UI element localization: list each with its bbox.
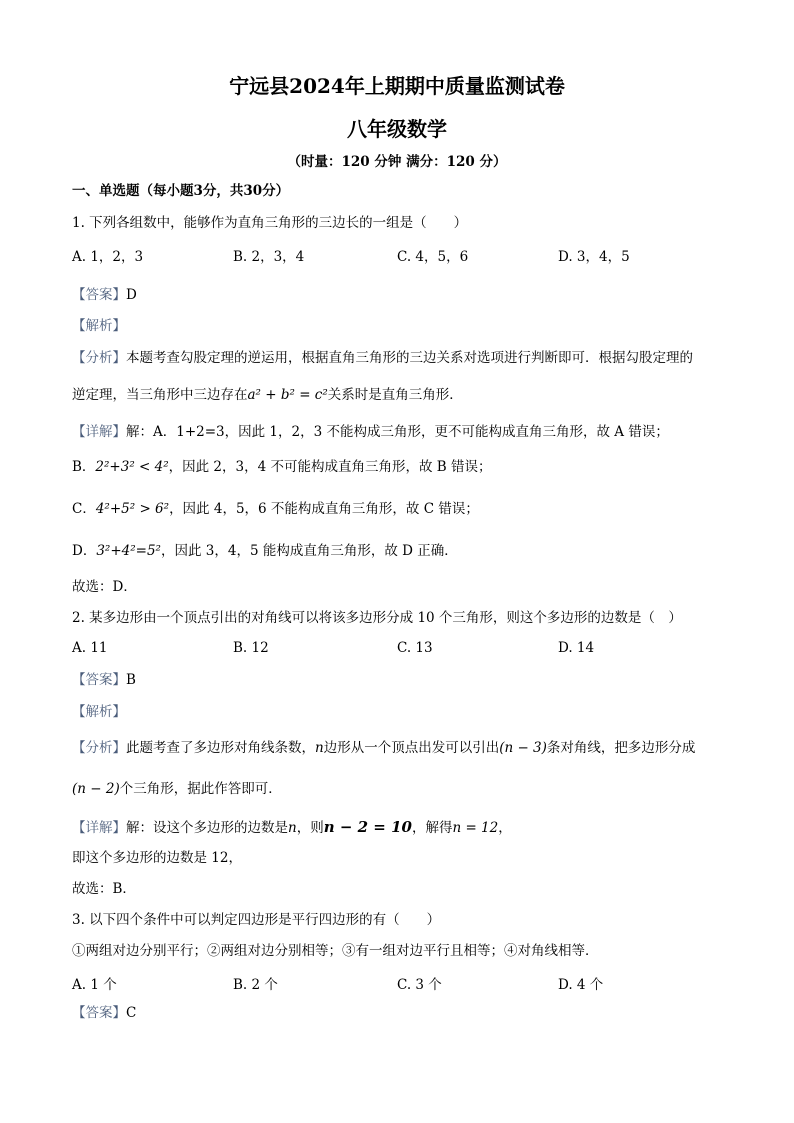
fenxi-eq: (n − 3) xyxy=(499,740,547,756)
answer-value: B xyxy=(126,672,136,688)
detail-pre: 解：设这个多边形的边数是 xyxy=(126,820,288,836)
fenxi-n: n xyxy=(315,740,324,756)
exam-info: （时量：120 分钟 满分：120 分） xyxy=(287,154,507,170)
q2-stem: 2. 某多边形由一个顶点引出的对角线可以将该多边形分成 10 个三角形，则这个多边形的边数是（ ） xyxy=(72,610,682,626)
q1-option-b: B. 2，3，4 xyxy=(233,249,305,265)
q2-option-c: C. 13 xyxy=(397,640,433,656)
fenxi-text: 本题考查勾股定理的逆运用，根据直角三角形的三边关系对选项进行判断即可．根据勾股定理的 xyxy=(126,350,693,366)
answer-tag: 【答案】 xyxy=(72,287,126,303)
q2-option-a: A. 11 xyxy=(72,640,108,656)
q1-detail-a xyxy=(72,423,669,441)
q1-option-a: A. 1，2，3 xyxy=(72,249,144,265)
fenxi-post2: 个三角形，据此作答即可． xyxy=(119,781,282,797)
q1-detail-c xyxy=(72,500,479,518)
exam-title: 宁远县2024年上期期中质量监测试卷 xyxy=(229,74,565,98)
answer-value: C xyxy=(126,1005,137,1021)
q3-stem: 3. 以下四个条件中可以判定四边形是平行四边形的有（ ） xyxy=(72,912,441,928)
q2-conclusion: 故选：B． xyxy=(72,881,136,897)
detail-d-post: ，因此 3，4，5 能构成直角三角形，故 D 正确． xyxy=(160,543,458,559)
q1-analysis-tag: 【解析】 xyxy=(72,318,126,334)
q2-option-b: B. 12 xyxy=(233,640,269,656)
detail-mid: ，则 xyxy=(296,820,324,836)
detail-b-post: ，因此 2，3，4 不可能构成直角三角形，故 B 错误； xyxy=(168,459,492,475)
detail-n: n xyxy=(288,820,297,836)
exam-subtitle: 八年级数学 xyxy=(347,117,447,141)
detail-d-eq: 3²+4²=5² xyxy=(96,543,161,559)
q1-detail-d xyxy=(72,542,458,560)
q1-detail-b xyxy=(72,458,492,476)
q1-stem: 1. 下列各组数中，能够作为直角三角形的三边长的一组是（ ） xyxy=(72,215,468,231)
detail-tag: 【详解】 xyxy=(72,424,126,440)
q1-fenxi-line2 xyxy=(72,386,463,404)
q1-fenxi-line1 xyxy=(72,349,693,367)
q1-conclusion: 故选：D． xyxy=(72,579,137,595)
fenxi-post: 条对角线，把多边形分成 xyxy=(546,740,696,756)
q2-option-d: D. 14 xyxy=(558,640,595,656)
detail-eq: n − 2 = 10 xyxy=(323,818,412,836)
fenxi-pre: 逆定理，当三角形中三边存在 xyxy=(72,387,248,403)
detail-b-pre: B． xyxy=(72,459,96,475)
fenxi-tag: 【分析】 xyxy=(72,740,126,756)
q1-answer xyxy=(72,286,137,304)
q2-analysis-tag: 【解析】 xyxy=(72,704,126,720)
detail-d-pre: D． xyxy=(72,543,97,559)
q1-option-c: C. 4，5，6 xyxy=(397,249,469,265)
detail-c-pre: C． xyxy=(72,501,96,517)
q2-fenxi-line1 xyxy=(72,739,695,757)
q1-option-d: D. 3，4，5 xyxy=(558,249,630,265)
detail-eq2: n = 12 xyxy=(452,820,499,836)
q3-option-d: D. 4 个 xyxy=(558,977,604,993)
answer-value: D xyxy=(126,287,137,303)
q3-option-c: C. 3 个 xyxy=(397,977,442,993)
detail-post: ， xyxy=(498,820,512,836)
detail-mid2: ，解得 xyxy=(411,820,453,836)
detail-b-eq: 2²+3² < 4² xyxy=(95,459,169,475)
q2-detail xyxy=(72,818,512,837)
pythagorean-equation: a² + b² = c² xyxy=(247,387,328,403)
detail-c-eq: 4²+5² > 6² xyxy=(95,501,170,517)
q2-detail-line2: 即这个多边形的边数是 12， xyxy=(72,850,242,866)
answer-tag: 【答案】 xyxy=(72,672,126,688)
q3-option-a: A. 1 个 xyxy=(72,977,117,993)
detail-c-post: ，因此 4，5，6 不能构成直角三角形，故 C 错误； xyxy=(169,501,479,517)
fenxi-post: 关系时是直角三角形． xyxy=(327,387,463,403)
fenxi-mid: 边形从一个顶点出发可以引出 xyxy=(323,740,500,756)
section-heading: 一、单选题（每小题3分，共30分） xyxy=(72,183,290,199)
answer-tag: 【答案】 xyxy=(72,1005,126,1021)
q2-answer xyxy=(72,671,136,689)
q3-answer xyxy=(72,1004,136,1022)
fenxi-eq2: (n − 2) xyxy=(72,781,120,797)
detail-tag: 【详解】 xyxy=(72,820,126,836)
q3-option-b: B. 2 个 xyxy=(233,977,278,993)
q3-conditions: ①两组对边分别平行；②两组对边分别相等；③有一组对边平行且相等；④对角线相等． xyxy=(72,943,599,959)
detail-a-text: 解：A．1+2=3，因此 1，2，3 不能构成三角形，更不可能构成直角三角形，故 A 错误； xyxy=(126,424,669,440)
fenxi-pre: 此题考查了多边形对角线条数， xyxy=(126,740,315,756)
fenxi-tag: 【分析】 xyxy=(72,350,126,366)
q2-fenxi-line2 xyxy=(72,780,282,798)
